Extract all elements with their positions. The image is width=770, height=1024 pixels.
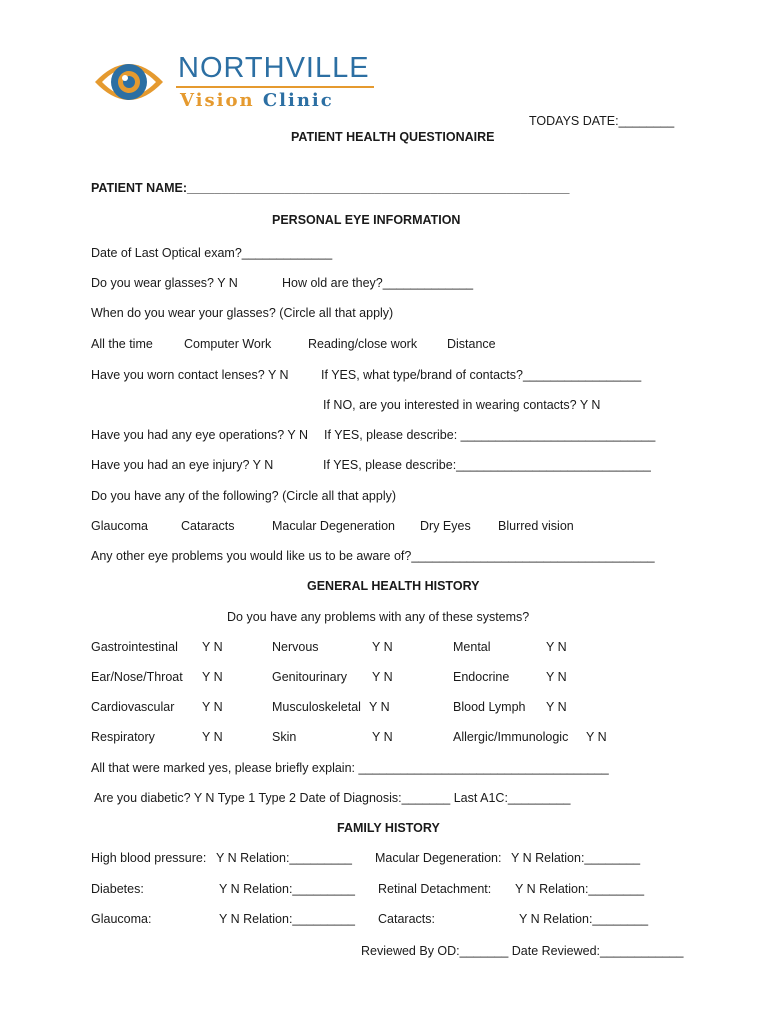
system-label: Respiratory [91, 730, 155, 744]
explain-field[interactable]: All that were marked yes, please briefly explain: ____________________________________ [91, 761, 609, 775]
reviewed-by-field[interactable]: Reviewed By OD:_______ Date Reviewed:____________ [361, 944, 684, 958]
logo-divider [176, 86, 374, 88]
last-exam-field[interactable]: Date of Last Optical exam?_____________ [91, 246, 333, 260]
family-condition-label: Macular Degeneration: [375, 851, 502, 865]
family-condition-label: Glaucoma: [91, 912, 152, 926]
operations-describe-field[interactable]: If YES, please describe: ____________________________ [324, 428, 656, 442]
system-yn[interactable]: Y N [372, 670, 393, 684]
system-label: Gastrointestinal [91, 640, 178, 654]
patient-name-field[interactable]: PATIENT NAME:_______________________________________________________ [91, 181, 570, 195]
glasses-question[interactable]: Do you wear glasses? Y N [91, 276, 238, 290]
system-yn[interactable]: Y N [202, 670, 223, 684]
system-label: Genitourinary [272, 670, 348, 684]
condition-option[interactable]: Macular Degeneration [272, 519, 395, 533]
logo-wordmark: NORTHVILLE [178, 52, 370, 84]
family-relation-field[interactable]: Y N Relation:________ [519, 912, 649, 926]
family-condition-label: Cataracts: [378, 912, 435, 926]
system-yn[interactable]: Y N [586, 730, 607, 744]
system-yn[interactable]: Y N [546, 670, 567, 684]
system-yn[interactable]: Y N [546, 640, 567, 654]
injury-question[interactable]: Have you had an eye injury? Y N [91, 458, 274, 472]
section-heading-personal: PERSONAL EYE INFORMATION [272, 213, 461, 227]
family-condition-label: Retinal Detachment: [378, 882, 492, 896]
family-condition-label: High blood pressure: [91, 851, 207, 865]
section-heading-family: FAMILY HISTORY [337, 821, 440, 835]
family-relation-field[interactable]: Y N Relation:_________ [216, 851, 352, 865]
condition-option[interactable]: Cataracts [181, 519, 235, 533]
system-label: Skin [272, 730, 297, 744]
operations-question[interactable]: Have you had any eye operations? Y N [91, 428, 309, 442]
system-label: Cardiovascular [91, 700, 175, 714]
injury-describe-field[interactable]: If YES, please describe:____________________________ [323, 458, 651, 472]
glasses-age-field[interactable]: How old are they?_____________ [282, 276, 474, 290]
system-yn[interactable]: Y N [372, 730, 393, 744]
wear-option[interactable]: Computer Work [184, 337, 272, 351]
condition-option[interactable]: Glaucoma [91, 519, 148, 533]
contacts-interest-question[interactable]: If NO, are you interested in wearing contacts? Y N [323, 398, 601, 412]
system-label: Allergic/Immunologic [453, 730, 569, 744]
other-problems-field[interactable]: Any other eye problems you would like us to be aware of?___________________________________ [91, 549, 655, 563]
condition-option[interactable]: Dry Eyes [420, 519, 471, 533]
family-relation-field[interactable]: Y N Relation:________ [515, 882, 645, 896]
logo-subtitle [180, 90, 334, 112]
todays-date-field[interactable]: TODAYS DATE:________ [529, 114, 675, 128]
page-title: PATIENT HEALTH QUESTIONAIRE [291, 130, 495, 144]
when-wear-question: When do you wear your glasses? (Circle all that apply) [91, 306, 394, 320]
logo-subtitle-vision: Vision [180, 90, 255, 111]
wear-option[interactable]: Reading/close work [308, 337, 418, 351]
section-heading-general: GENERAL HEALTH HISTORY [307, 579, 480, 593]
condition-option[interactable]: Blurred vision [498, 519, 574, 533]
system-yn[interactable]: Y N [372, 640, 393, 654]
system-yn[interactable]: Y N [369, 700, 390, 714]
system-label: Musculoskeletal [272, 700, 361, 714]
eye-logo-icon [92, 52, 166, 112]
system-label: Mental [453, 640, 491, 654]
system-label: Nervous [272, 640, 319, 654]
system-label: Blood Lymph [453, 700, 526, 714]
system-yn[interactable]: Y N [202, 700, 223, 714]
diabetic-row[interactable]: Are you diabetic? Y N Type 1 Type 2 Date of Diagnosis:_______ Last A1C:_________ [94, 791, 571, 805]
family-relation-field[interactable]: Y N Relation:_________ [219, 912, 355, 926]
contacts-brand-field[interactable]: If YES, what type/brand of contacts?_________________ [321, 368, 642, 382]
contacts-question[interactable]: Have you worn contact lenses? Y N [91, 368, 289, 382]
systems-question: Do you have any problems with any of these systems? [227, 610, 530, 624]
family-condition-label: Diabetes: [91, 882, 144, 896]
system-yn[interactable]: Y N [202, 640, 223, 654]
conditions-question: Do you have any of the following? (Circle all that apply) [91, 489, 397, 503]
family-relation-field[interactable]: Y N Relation:_________ [219, 882, 355, 896]
system-yn[interactable]: Y N [546, 700, 567, 714]
system-label: Endocrine [453, 670, 510, 684]
logo-subtitle-clinic: Clinic [262, 90, 334, 111]
system-yn[interactable]: Y N [202, 730, 223, 744]
wear-option[interactable]: Distance [447, 337, 496, 351]
family-relation-field[interactable]: Y N Relation:________ [511, 851, 641, 865]
system-label: Ear/Nose/Throat [91, 670, 183, 684]
wear-option[interactable]: All the time [91, 337, 153, 351]
